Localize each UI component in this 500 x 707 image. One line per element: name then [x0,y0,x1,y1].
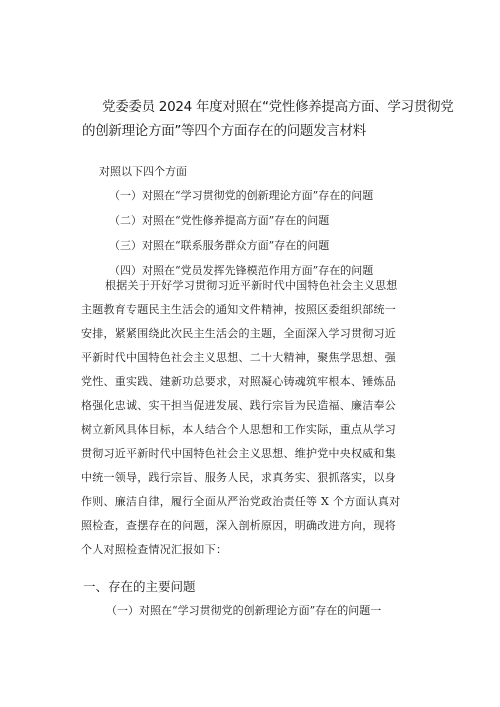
body-line-4: 平新时代中国特色社会主义思想、二十大精神，聚焦学思想、强 [81,351,396,364]
body-line-6: 格强化忠诚、实干担当促进发展、践行宗旨为民造福、廉洁奉公 [81,399,396,412]
body-line-11: 照检查，查摆存在的问题，深入剖析原因，明确改进方向，现将 [81,519,396,532]
outline-item-3: （三）对照在“联系服务群众方面”存在的问题 [109,239,330,252]
body-line-7: 树立新风具体目标，本人结合个人思想和工作实际，重点从学习 [81,423,396,436]
body-line-3: 安排，紧紧围绕此次民主生活会的主题，全面深入学习贯彻习近 [81,327,396,340]
title-line-1: 党委委员 2024 年度对照在“党性修养提高方面、学习贯彻党 [102,99,454,115]
outline-item-1: （一）对照在“学习贯彻党的创新理论方面”存在的问题 [109,189,374,202]
body-line-8: 贯彻习近平新时代中国特色社会主义思想、维护党中央权威和集 [81,447,396,460]
sub-item-1: （一）对照在“学习贯彻党的创新理论方面”存在的问题一 [106,604,382,617]
body-line-9: 中统一领导，践行宗旨、服务人民，求真务实、狠抓落实，以身 [81,471,396,484]
body-line-12: 个人对照检查情况汇报如下： [81,543,228,556]
outline-item-4: （四）对照在“党员发挥先锋模范作用方面”存在的问题 [109,264,374,277]
body-line-1: 根据关于开好学习贯彻习近平新时代中国特色社会主义思想 [105,279,398,292]
outline-list [109,187,373,287]
title-line-2: 的创新理论方面”等四个方面存在的问题发言材料 [82,123,366,139]
outline-item-2: （二）对照在“党性修养提高方面”存在的问题 [109,214,330,227]
document-title [82,95,452,143]
intro-text: 对照以下四个方面 [99,165,187,178]
body-line-2: 主题教育专题民主生活会的通知文件精神，按照区委组织部统一 [81,303,396,316]
section-heading: 一、存在的主要问题 [83,579,196,594]
body-line-5: 党性、重实践、建新功总要求，对照凝心铸魂筑牢根本、锤炼品 [81,375,396,388]
body-line-10: 作则、廉洁自律，履行全面从严治党政治责任等 X 个方面认真对 [81,495,401,508]
body-paragraph [81,274,437,562]
